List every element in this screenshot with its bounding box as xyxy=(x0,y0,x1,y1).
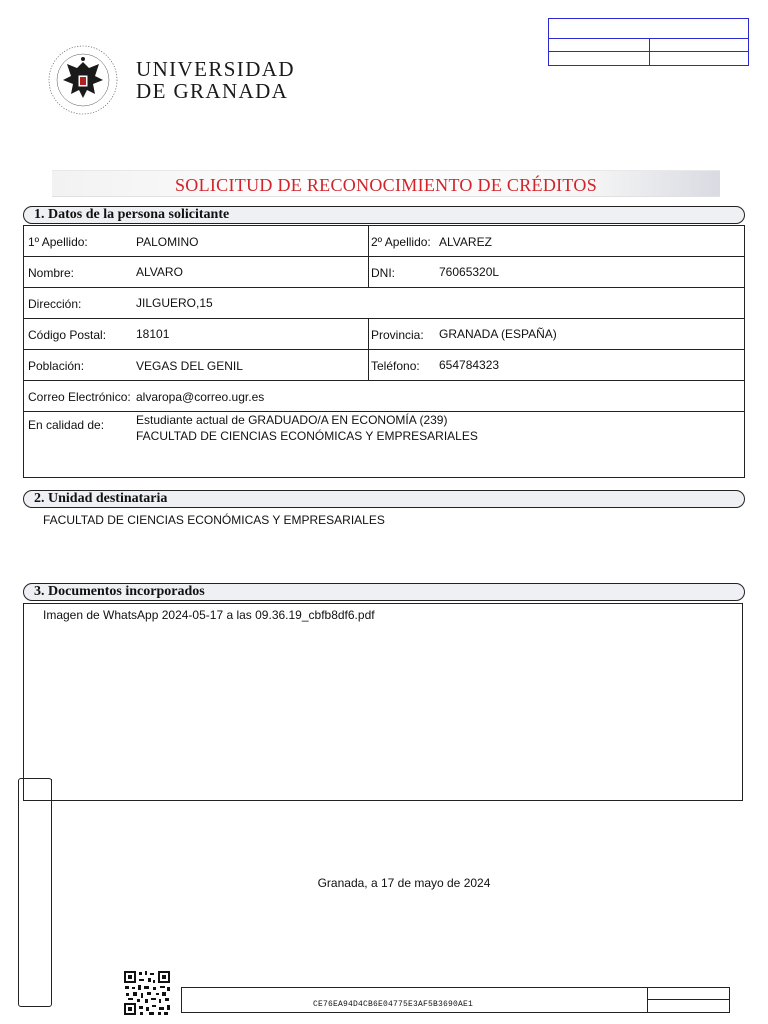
verification-code: CE76EA94D4CB6E04775E3AF5B3690AE1 xyxy=(313,1000,474,1009)
applicant-data-table xyxy=(23,225,745,478)
nombre-value: ALVARO xyxy=(136,265,183,279)
provincia-label: Provincia: xyxy=(371,328,424,342)
qr-code-icon xyxy=(123,970,171,1016)
email-value: alvaropa@correo.ugr.es xyxy=(136,390,265,404)
page-title: SOLICITUD DE RECONOCIMIENTO DE CRÉDITOS xyxy=(174,175,598,195)
title-banner xyxy=(52,170,720,197)
direccion-label: Dirección: xyxy=(28,297,82,311)
document-item[interactable]: Imagen de WhatsApp 2024-05-17 a las 09.36.19_cbfb8df6.pdf xyxy=(43,608,375,622)
provincia-value: GRANADA (ESPAÑA) xyxy=(439,327,557,341)
documents-box xyxy=(23,603,743,801)
university-name-line1: UNIVERSIDAD xyxy=(136,57,295,81)
telefono-label: Teléfono: xyxy=(371,359,420,373)
section-header-unit: 2. Unidad destinataria xyxy=(23,490,745,508)
cp-value: 18101 xyxy=(136,327,170,341)
registry-box xyxy=(548,18,749,66)
direccion-value: JILGUERO,15 xyxy=(136,296,213,310)
apellido1-value: PALOMINO xyxy=(136,235,199,249)
calidad-line1: Estudiante actual de GRADUADO/A EN ECONOMÍA (239) xyxy=(136,413,448,427)
calidad-line2: FACULTAD DE CIENCIAS ECONÓMICAS Y EMPRESARIALES xyxy=(136,429,478,443)
side-verification-box xyxy=(18,778,52,1007)
telefono-value: 654784323 xyxy=(439,358,500,372)
calidad-label: En calidad de: xyxy=(28,418,105,432)
university-seal-icon xyxy=(47,44,119,116)
verification-code-box xyxy=(181,987,730,1013)
email-label: Correo Electrónico: xyxy=(28,390,131,404)
university-name xyxy=(136,58,295,102)
dni-value: 76065320L xyxy=(439,265,500,279)
poblacion-value: VEGAS DEL GENIL xyxy=(136,359,243,373)
poblacion-label: Población: xyxy=(28,359,85,373)
apellido1-label: 1º Apellido: xyxy=(28,235,88,249)
dni-label: DNI: xyxy=(371,266,395,280)
section-header-applicant: 1. Datos de la persona solicitante xyxy=(23,206,745,224)
section-header-documents: 3. Documentos incorporados xyxy=(23,583,745,601)
apellido2-value: ALVAREZ xyxy=(439,235,492,249)
destination-unit: FACULTAD DE CIENCIAS ECONÓMICAS Y EMPRESARIALES xyxy=(43,513,385,527)
university-name-line2: DE GRANADA xyxy=(136,79,289,103)
nombre-label: Nombre: xyxy=(28,266,75,280)
apellido2-label: 2º Apellido: xyxy=(371,235,431,249)
cp-label: Código Postal: xyxy=(28,328,107,342)
signature-date: Granada, a 17 de mayo de 2024 xyxy=(317,876,491,890)
